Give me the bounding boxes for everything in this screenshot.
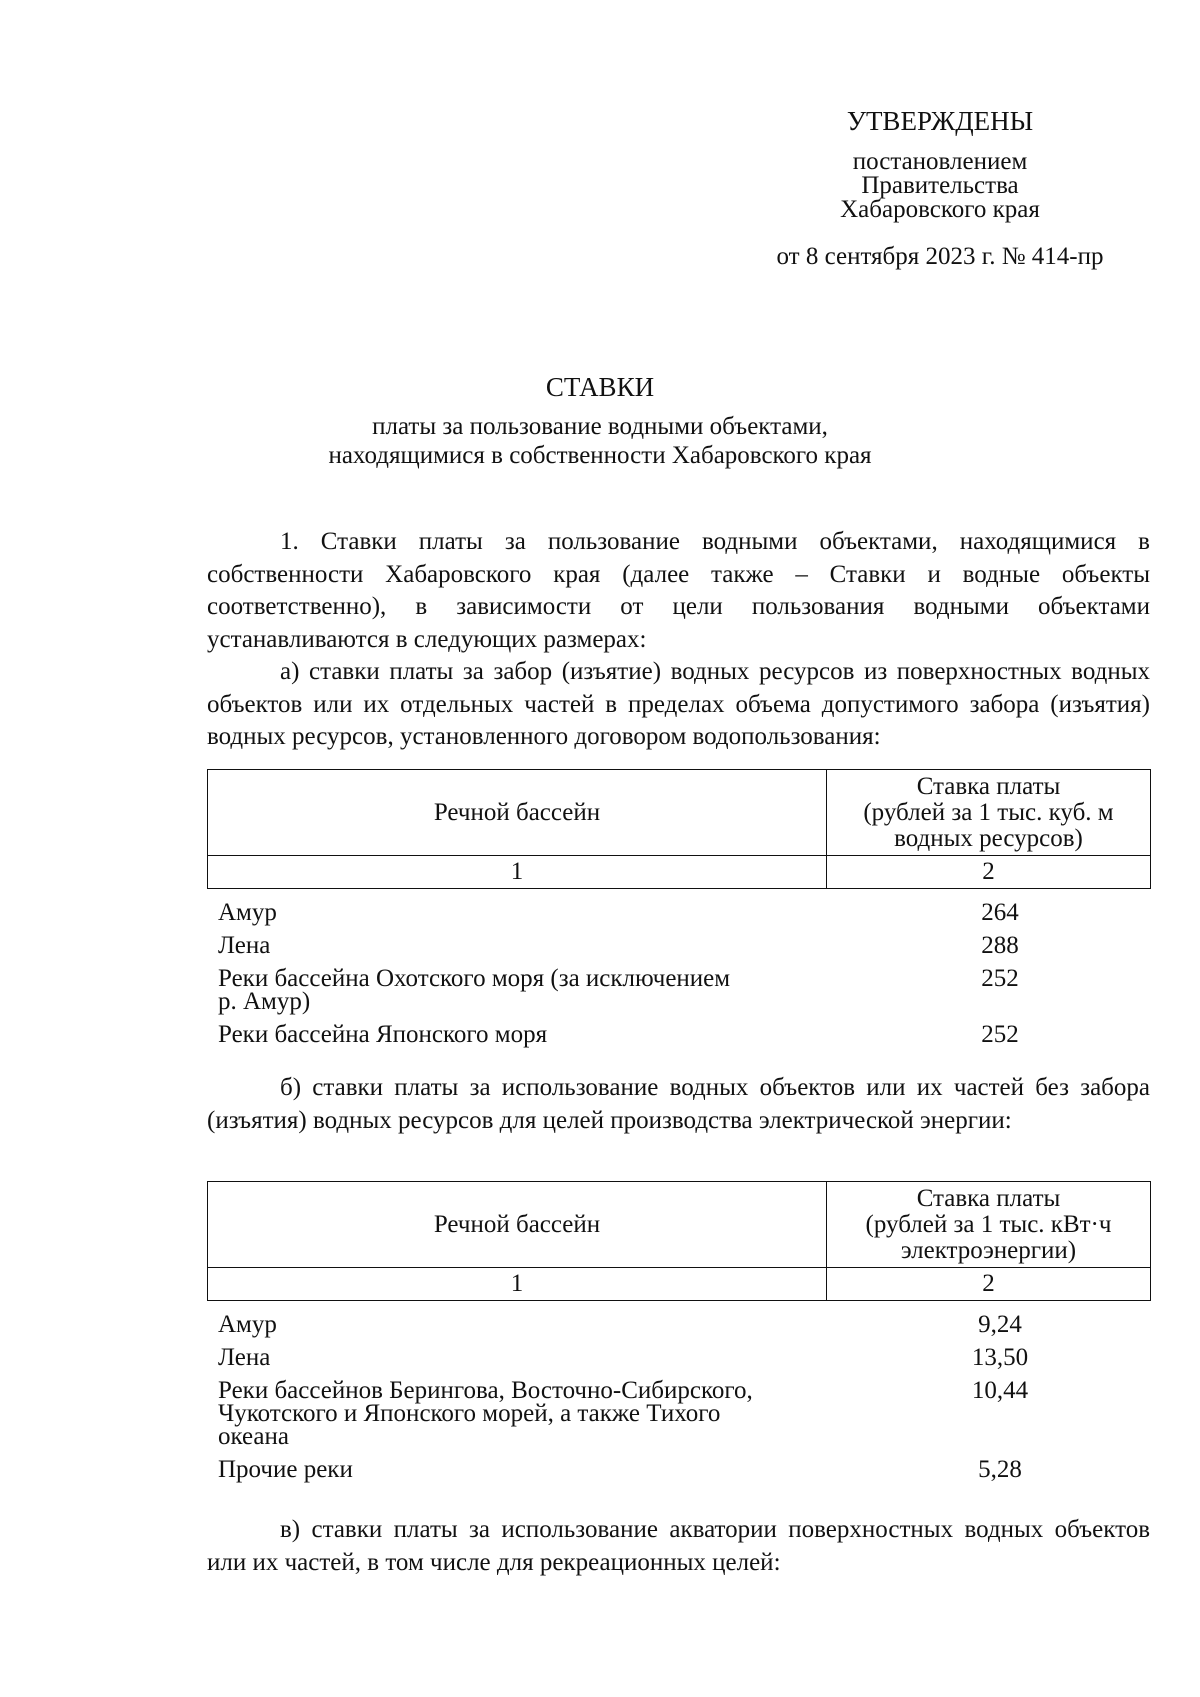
- rate-value: 288: [981, 932, 1019, 959]
- table-row: [207, 899, 1150, 926]
- header-line: Ставка платы: [916, 772, 1061, 800]
- basin-name: Лена: [218, 1344, 271, 1371]
- approval-heading: УТВЕРЖДЕНЫ: [846, 106, 1034, 136]
- approval-line: Хабаровского края: [840, 196, 1040, 223]
- rate-value: 10,44: [971, 1377, 1029, 1404]
- table-a-col1-number: 1: [208, 856, 827, 889]
- header-line: (рублей за 1 тыс. кВт·ч: [865, 1210, 1112, 1238]
- table-b-rows: [207, 1311, 1150, 1489]
- basin-name: Амур: [218, 1311, 277, 1338]
- basin-name: Реки бассейна Японского моря: [218, 1021, 548, 1048]
- rate-value: 5,28: [978, 1456, 1022, 1483]
- title-subtitle-line: платы за пользование водными объектами,: [372, 413, 828, 440]
- table-a-col2-number: 2: [827, 856, 1151, 889]
- approval-line: Правительства: [861, 172, 1019, 199]
- table-b-col1-header: Речной бассейн: [208, 1182, 827, 1268]
- table-b-col2-header: [827, 1182, 1151, 1268]
- rate-value: 252: [981, 1021, 1019, 1048]
- title-subtitle-line: находящимися в собственности Хабаровского края: [328, 442, 872, 469]
- header-line: (рублей за 1 тыс. куб. м: [863, 798, 1114, 826]
- table-row: [207, 932, 1150, 959]
- rate-value: 13,50: [971, 1344, 1029, 1371]
- basin-name: [207, 1377, 818, 1450]
- table-row: [207, 1021, 1150, 1048]
- rate-value: 9,24: [978, 1311, 1022, 1338]
- section-c: [207, 1514, 1150, 1579]
- rate-value: 252: [981, 965, 1019, 992]
- table-row: [207, 1456, 1150, 1483]
- table-row: [207, 1344, 1150, 1371]
- basin-name: Лена: [218, 932, 271, 959]
- basin-name: Прочие реки: [218, 1456, 353, 1483]
- table-row: [207, 965, 1150, 1015]
- paragraph-b: б) ставки платы за использование водных объектов или их частей без забора (изъятия) водных ресурсов для целей производства электрической энергии:: [207, 1074, 1150, 1134]
- intro-section: [207, 526, 1150, 754]
- title-heading: СТАВКИ: [545, 372, 655, 402]
- basin-name-line: Реки бассейнов Берингова, Восточно-Сибирского,: [218, 1377, 753, 1404]
- approval-date: от 8 сентября 2023 г. № 414-пр: [776, 243, 1104, 270]
- paragraph-c: в) ставки платы за использование акватории поверхностных водных объектов или их частей, в том числе для рекреационных целей:: [207, 1516, 1150, 1576]
- table-a-rows: [207, 899, 1150, 1054]
- header-line: Ставка платы: [916, 1184, 1061, 1212]
- basin-name-line: Чукотского и Японского морей, а также Тихого: [218, 1400, 721, 1427]
- basin-name-line: р. Амур): [218, 988, 311, 1015]
- header-line: электроэнергии): [900, 1236, 1077, 1264]
- table-row: [207, 1311, 1150, 1338]
- table-b-col2-number: 2: [827, 1268, 1151, 1301]
- basin-name: Амур: [218, 899, 277, 926]
- table-row: [207, 1377, 1150, 1450]
- paragraph-a: а) ставки платы за забор (изъятие) водных ресурсов из поверхностных водных объектов или их отдельных частей в пределах объема допустимого забора (изъятия) водных ресурсов, установленного договором водопользования:: [207, 658, 1150, 750]
- table-b-header: [207, 1181, 1151, 1301]
- table-b-col1-number: 1: [208, 1268, 827, 1301]
- table-a-col2-header: [827, 770, 1151, 856]
- approval-block: [760, 104, 1120, 272]
- document-title: [0, 370, 1200, 470]
- header-line: водных ресурсов): [894, 824, 1083, 852]
- section-b: [207, 1072, 1150, 1137]
- basin-name: [207, 965, 818, 1015]
- table-a-col1-header: Речной бассейн: [208, 770, 827, 856]
- rate-value: 264: [981, 899, 1019, 926]
- basin-name-line: океана: [218, 1423, 289, 1450]
- paragraph-1: 1. Ставки платы за пользование водными объектами, находящимися в собственности Хабаровского края (далее также – Ставки и водные объекты соответственно), в зависимости от цели пользования водными объектами устанавливаются в следующих размерах:: [207, 528, 1150, 653]
- basin-name-line: Реки бассейна Охотского моря (за исключением: [218, 965, 731, 992]
- table-a-header: [207, 769, 1151, 889]
- approval-line: постановлением: [852, 148, 1028, 175]
